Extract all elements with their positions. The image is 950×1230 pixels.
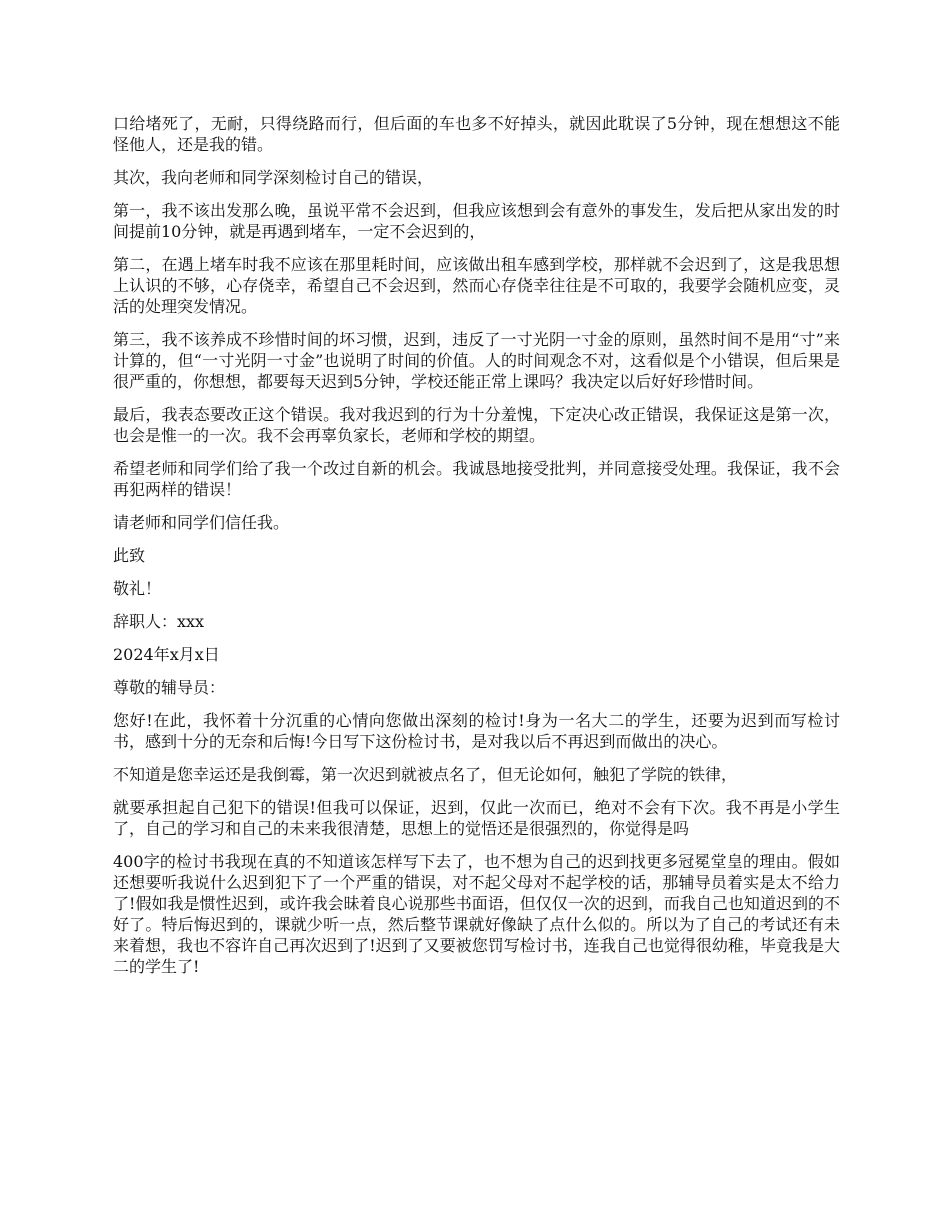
signature-line: 辞职人：xxx: [113, 612, 205, 631]
second-letter-paragraph: 就要承担起自己犯下的错误!但我可以保证，迟到，仅此一次而已，绝对不会有下次。我不再是小学生了，自己的学习和自己的未来我很清楚，思想上的觉悟还是很强烈的，你觉得是吗: [113, 798, 840, 838]
second-letter-paragraph: 不知道是您幸运还是我倒霉，第一次迟到就被点名了，但无论如何，触犯了学院的铁律，: [113, 765, 738, 784]
second-letter-paragraph: 400字的检讨书我现在真的不知道该怎样写下去了，也不想为自己的迟到找更多冠冕堂皇的理由。假如还想要听我说什么迟到犯下了一个严重的错误，对不起父母对不起学校的话，那辅导员着实是太不给力了!假如我是惯性迟到，或许我会昧着良心说那些书面语，但仅仅一次的迟到，而我自己也知道迟到的不好了。特后悔迟到的，课就少听一点，然后整节课就好像缺了点什么似的。所以为了自己的考试还有未来着想，我也不容许自己再次迟到了!迟到了又要被您罚写检讨书，连我自己也觉得很幼稚，毕竟我是大二的学生了!: [113, 852, 840, 976]
paragraph-point-three: 第三，我不该养成不珍惜时间的坏习惯，迟到，违反了一寸光阴一寸金的原则，虽然时间不是用“寸”来计算的，但“一寸光阴一寸金”也说明了时间的价值。人的时间观念不对，这看似是个小错误，但后果是很严重的，你想想，都要每天迟到5分钟，学校还能正常上课吗？我决定以后好好珍惜时间。: [113, 330, 840, 391]
paragraph-excuse-continued: 口给堵死了，无耐，只得绕路而行，但后面的车也多不好掉头，就因此耽误了5分钟，现在想想这不能怪他人，还是我的错。: [113, 114, 840, 154]
paragraph-point-one: 第一，我不该出发那么晚，虽说平常不会迟到，但我应该想到会有意外的事发生，发后把从家出发的时间提前10分钟，就是再遇到堵车，一定不会迟到的，: [113, 201, 840, 241]
second-letter-intro: 您好!在此，我怀着十分沉重的心情向您做出深刻的检讨!身为一名大二的学生，还要为迟到而写检讨书，感到十分的无奈和后悔!今日写下这份检讨书，是对我以后不再迟到而做出的决心。: [113, 711, 840, 751]
date-line: 2024年x月x日: [113, 645, 220, 664]
second-letter-greeting: 尊敬的辅导员：: [113, 678, 226, 697]
paragraph-point-two: 第二，在遇上堵车时我不应该在那里耗时间，应该做出租车感到学校，那样就不会迟到了，这是我思想上认识的不够，心存侥幸，希望自己不会迟到，然而心存侥幸往往是不可取的，我要学会随机应变，灵活的处理突发情况。: [113, 255, 840, 316]
closing-regards: 敬礼！: [113, 579, 162, 598]
paragraph-secondly: 其次，我向老师和同学深刻检讨自己的错误，: [113, 168, 434, 187]
document-page: [113, 113, 840, 989]
paragraph-trust: 请老师和同学们信任我。: [113, 513, 290, 532]
paragraph-hope: 希望老师和同学们给了我一个改过自新的机会。我诚恳地接受批判，并同意接受处理。我保证，我不会再犯两样的错误！: [113, 459, 840, 499]
paragraph-finally: 最后，我表态要改正这个错误。我对我迟到的行为十分羞愧，下定决心改正错误，我保证这是第一次，也会是惟一的一次。我不会再辜负家长，老师和学校的期望。: [113, 405, 840, 445]
closing-salutation: 此致: [113, 546, 146, 565]
